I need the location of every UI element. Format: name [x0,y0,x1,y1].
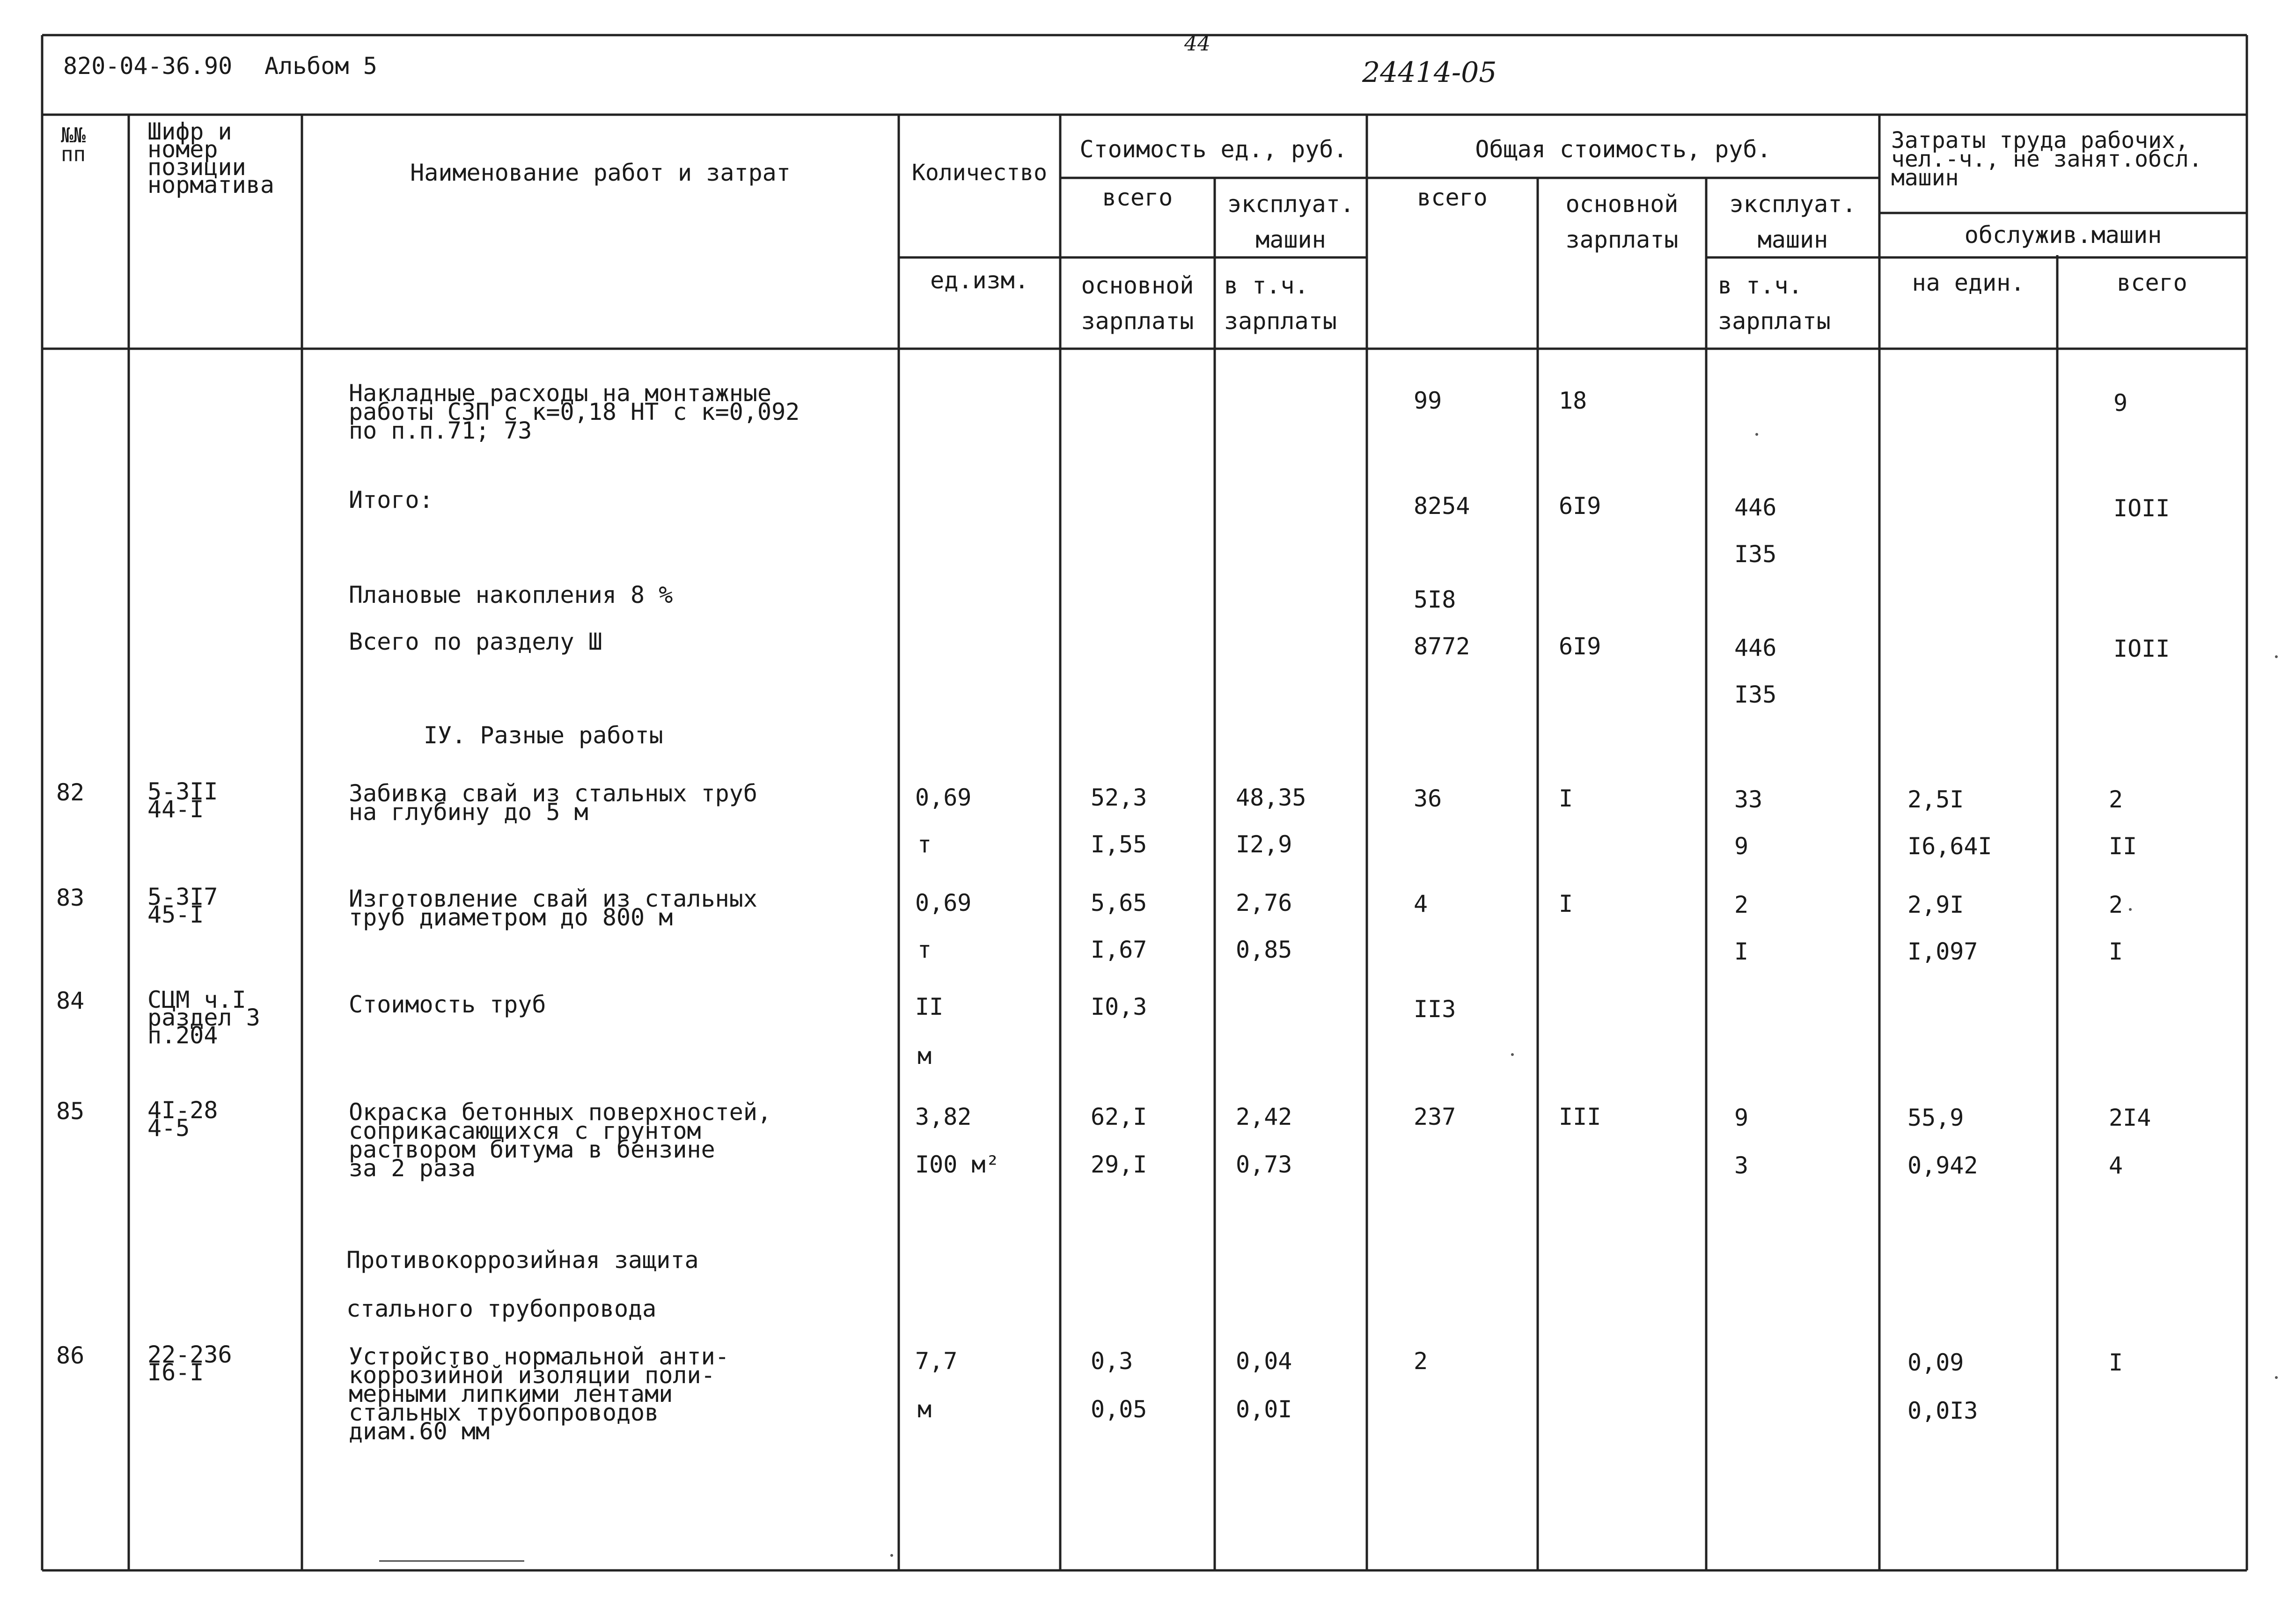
row-itogo-labor-total: IOII [2113,495,2170,522]
row-85-code: 4I-28 4-5 [147,1097,218,1142]
row-overhead-labor-total: 9 [2113,389,2128,417]
row-overhead-name: Накладные расходы на монтажные работы СЗП с к=0,18 НТ с к=0,092 по п.п.71; 73 [349,380,800,444]
scan-speck [2275,1376,2278,1379]
row-85-unit-machine-wage: 0,73 [1236,1151,1292,1178]
header-labor-per-unit: на един. [1912,269,2025,296]
row-83-code: 5-3I7 45-I [147,883,218,928]
row-83-unit: т [917,936,932,963]
header-labor-total: всего [2117,269,2187,296]
row-83-labor-unit-2: I,097 [1907,938,1978,965]
header-num: №№ пп [61,124,86,166]
row-83-basic-wage: I [1559,890,1573,917]
header-total-cost-incl-wage: в т.ч. зарплаты [1718,272,1831,335]
row-82-unit: т [917,831,932,858]
row-84-code: СЦМ ч.I раздел 3 п.204 [147,986,260,1049]
row-section-total-total: 8772 [1414,633,1470,660]
row-85-unit-basic: 29,I [1091,1151,1147,1178]
row-85-labor-total-2: 4 [2109,1152,2123,1179]
row-section-total-machine-wage: I35 [1734,681,1777,708]
row-86-unit-basic: 0,05 [1091,1396,1147,1423]
row-83-unit-machine-wage: 0,85 [1236,936,1292,963]
row-overhead-total: 99 [1414,387,1442,414]
row-83-qty: 0,69 [915,889,972,916]
row-itogo-machine-wage: I35 [1734,541,1777,568]
header-total-cost-basic-wage: основной зарплаты [1565,191,1679,253]
row-83-labor-total: 2 [2109,891,2123,918]
row-86-qty: 7,7 [915,1348,958,1375]
row-86-unit-machine: 0,04 [1236,1348,1292,1375]
row-82-machine: 33 [1734,786,1763,813]
header-unit-cost-machine: эксплуат. машин [1227,191,1354,253]
header-name: Наименование работ и затрат [410,159,791,186]
row-83-labor-total-2: I [2109,938,2123,965]
row-82-labor-total-2: II [2109,833,2137,860]
row-section-total-machine: 446 [1734,634,1777,661]
row-85-labor-unit-2: 0,942 [1907,1152,1978,1179]
row-83-labor-unit: 2,9I [1907,891,1964,918]
row-82-labor-unit-2: I6,64I [1907,833,1992,860]
scan-speck [1511,1053,1514,1056]
row-82-total: 36 [1414,785,1442,812]
row-84-unit-total: I0,3 [1091,993,1147,1020]
row-82-basic-wage: I [1559,785,1573,812]
row-82-qty: 0,69 [915,784,972,811]
scan-speck [1755,433,1758,436]
row-planned-name: Плановые накопления 8 % [349,581,673,608]
scan-speck [2129,908,2132,911]
row-86-num: 86 [56,1342,85,1369]
header-labor-service: обслужив.машин [1964,221,2162,249]
row-82-unit-machine: 48,35 [1236,784,1306,811]
header-code: Шифр и номер позиции норматива [147,118,274,198]
row-86-labor-total: I [2109,1349,2123,1376]
row-82-name: Забивка свай из стальных труб на глубину до 5 м [349,780,757,826]
row-85-machine-wage: 3 [1734,1152,1749,1179]
row-83-unit-machine: 2,76 [1236,889,1292,916]
row-85-name: Окраска бетонных поверхностей, соприкасающихся с грунтом раствором битума в бензине за 2 раза [349,1099,772,1182]
row-83-machine-wage: I [1734,938,1749,965]
row-85-unit-total: 62,I [1091,1103,1147,1130]
row-85-qty: 3,82 [915,1103,972,1130]
row-83-num: 83 [56,884,85,911]
row-overhead-basic-wage: 18 [1559,387,1587,414]
header-total-cost: Общая стоимость, руб. [1475,136,1771,163]
row-84-num: 84 [56,987,85,1014]
row-83-unit-basic: I,67 [1091,936,1147,963]
section-heading: IУ. Разные работы [424,722,663,749]
header-unit-cost-basic-wage: основной зарплаты [1081,272,1194,335]
row-82-unit-machine-wage: I2,9 [1236,831,1292,858]
row-86-code: 22-236 I6-I [147,1341,232,1386]
row-83-total: 4 [1414,890,1428,917]
page-number: 44 [1184,32,1210,56]
row-planned-total: 5I8 [1414,586,1456,613]
row-86-unit-machine-wage: 0,0I [1236,1396,1292,1423]
row-section-total-name: Всего по разделу Ш [349,628,602,655]
row-85-num: 85 [56,1098,85,1125]
row-82-code: 5-3II 44-I [147,778,218,823]
stamp-number: 24414-05 [1362,56,1497,89]
row-86-total: 2 [1414,1348,1428,1375]
scan-speck [2275,655,2278,658]
row-82-unit-total: 52,3 [1091,784,1147,811]
row-85-basic-wage: III [1559,1103,1601,1130]
row-85-unit: I00 м² [915,1151,1000,1178]
row-84-qty: II [915,993,944,1020]
row-83-unit-total: 5,65 [1091,889,1147,916]
album-label: Альбом 5 [264,52,377,80]
row-82-labor-unit: 2,5I [1907,786,1964,813]
document-code: 820-04-36.90 [63,52,233,80]
row-84-name: Стоимость труб [349,991,546,1018]
row-86-unit: м [917,1396,932,1423]
row-86-unit-total: 0,3 [1091,1348,1133,1375]
row-85-machine: 9 [1734,1104,1749,1131]
row-82-labor-total: 2 [2109,786,2123,813]
row-84-unit: м [917,1042,932,1070]
scan-speck [890,1554,893,1557]
row-86-labor-unit: 0,09 [1907,1349,1964,1376]
row-85-labor-total: 2I4 [2109,1104,2151,1131]
row-section-total-basic-wage: 6I9 [1559,633,1601,660]
row-82-num: 82 [56,779,85,806]
row-85-total: 237 [1414,1103,1456,1130]
row-84-total: II3 [1414,996,1456,1023]
row-86-labor-unit-2: 0,0I3 [1907,1397,1978,1424]
row-82-unit-basic: I,55 [1091,831,1147,858]
row-itogo-name: Итого: [349,486,433,513]
header-unit-cost-incl-wage: в т.ч. зарплаты [1224,272,1337,335]
row-itogo-machine: 446 [1734,494,1777,521]
header-unit-cost: Стоимость ед., руб. [1079,136,1348,163]
header-total-cost-machine: эксплуат. машин [1729,191,1856,253]
row-86-name: Устройство нормальной анти- коррозийной изоляции поли- мерными липкими лентами стальных трубопроводов диам.60 мм [349,1343,729,1445]
header-qty: Количество [912,160,1047,186]
row-83-machine: 2 [1734,891,1749,918]
row-82-machine-wage: 9 [1734,833,1749,860]
header-total-cost-total: всего [1417,184,1488,211]
row-section-total-labor-total: IOII [2113,635,2170,662]
row-itogo-basic-wage: 6I9 [1559,492,1601,520]
header-unit-measure: ед.изм. [930,267,1029,294]
row-85-labor-unit: 55,9 [1907,1104,1964,1131]
header-unit-cost-total: всего [1102,184,1173,211]
subsection-heading: Противокоррозийная защита стального трубопровода [346,1246,699,1322]
row-itogo-total: 8254 [1414,492,1470,520]
row-85-unit-machine: 2,42 [1236,1103,1292,1130]
row-83-name: Изготовление свай из стальных труб диаметром до 800 м [349,885,757,931]
header-labor: Затраты труда рабочих, чел.-ч., не занят.обсл. машин [1891,127,2202,191]
